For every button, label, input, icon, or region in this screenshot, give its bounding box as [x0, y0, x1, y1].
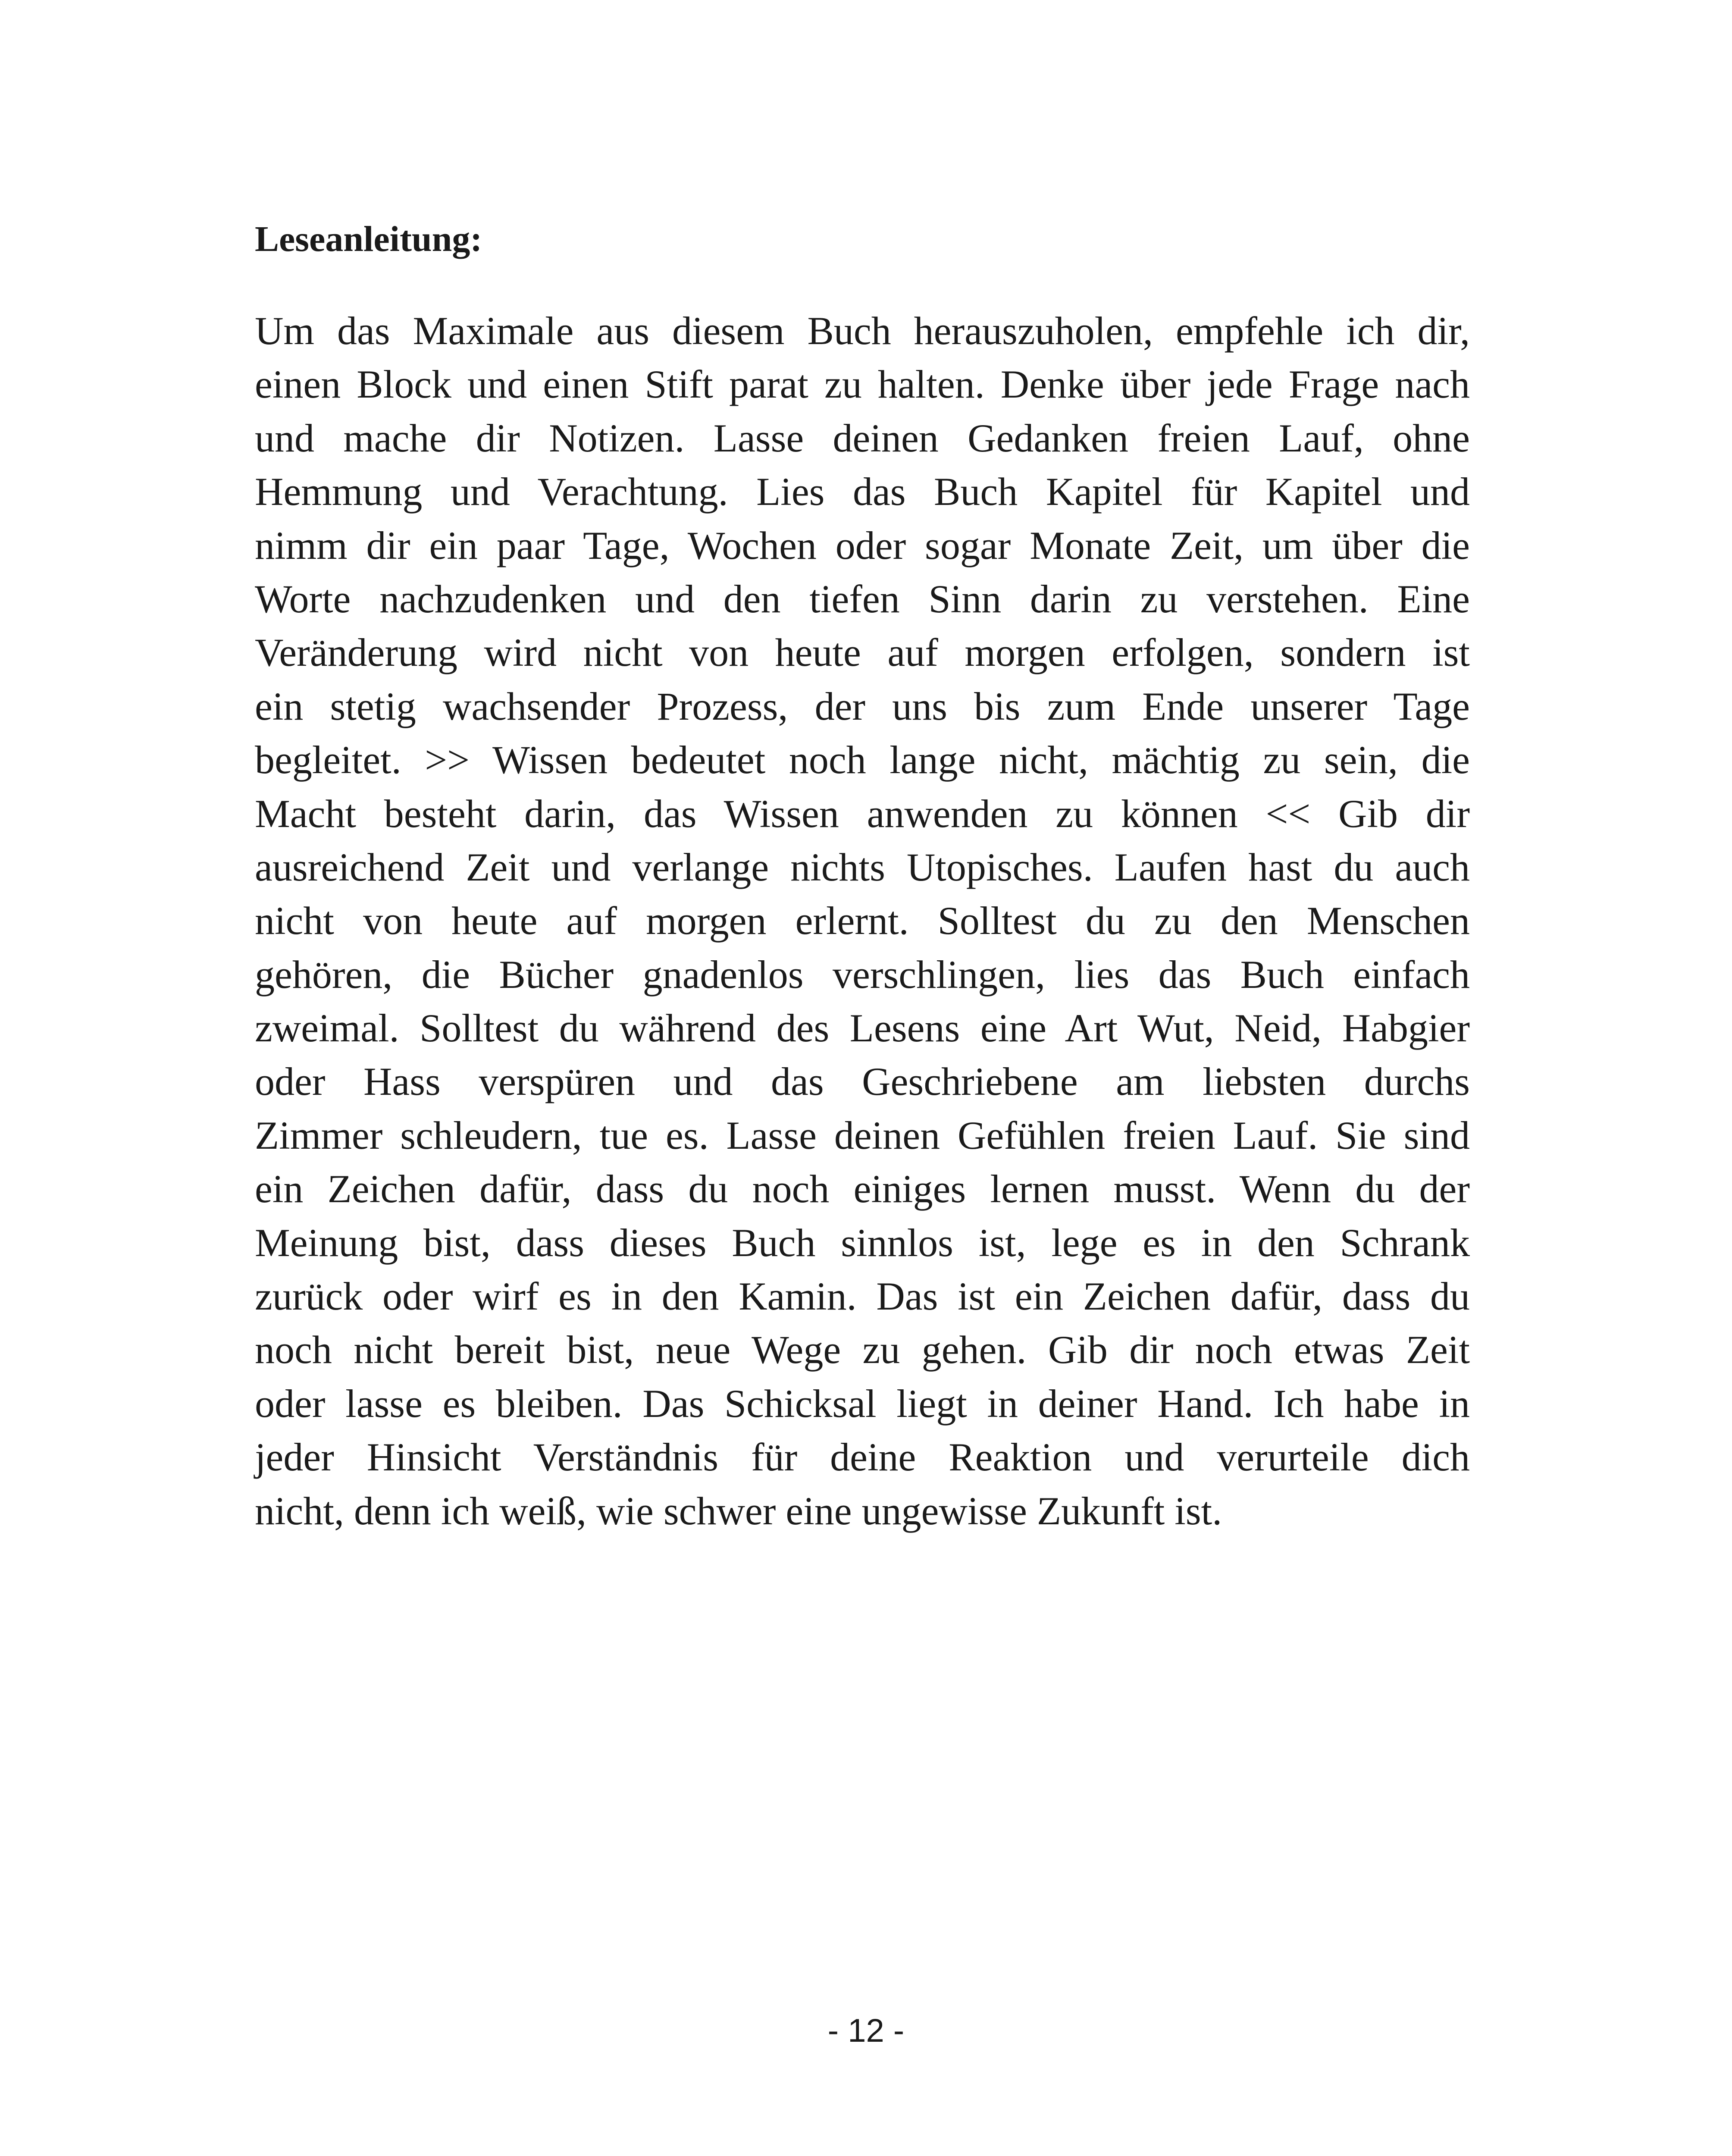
body-paragraph — [255, 304, 1470, 1538]
paragraph-line: Um das Maximale aus diesem Buch herauszuholen, empfehle ich dir, — [255, 309, 1470, 353]
paragraph-line: nicht, denn ich weiß, wie schwer eine ungewisse Zukunft ist. — [255, 1489, 1222, 1533]
paragraph-line: jeder Hinsicht Verständnis für deine Reaktion und verurteile dich — [255, 1435, 1470, 1479]
paragraph-line: noch nicht bereit bist, neue Wege zu gehen. Gib dir noch etwas Zeit — [255, 1328, 1470, 1372]
paragraph-line: und mache dir Notizen. Lasse deinen Gedanken freien Lauf, ohne — [255, 416, 1470, 460]
paragraph-line: zurück oder wirf es in den Kamin. Das ist ein Zeichen dafür, dass du — [255, 1274, 1470, 1319]
page-number: - 12 - — [827, 2012, 905, 2049]
paragraph-line: gehören, die Bücher gnadenlos verschlingen, lies das Buch einfach — [255, 952, 1470, 997]
paragraph-line: nicht von heute auf morgen erlernt. Solltest du zu den Menschen — [255, 899, 1470, 943]
paragraph-line: zweimal. Solltest du während des Lesens eine Art Wut, Neid, Habgier — [255, 1006, 1470, 1050]
paragraph-line: einen Block und einen Stift parat zu halten. Denke über jede Frage nach — [255, 362, 1470, 407]
paragraph-line: Zimmer schleudern, tue es. Lasse deinen Gefühlen freien Lauf. Sie sind — [255, 1113, 1470, 1157]
paragraph-line: Hemmung und Verachtung. Lies das Buch Kapitel für Kapitel und — [255, 470, 1470, 514]
paragraph-line: oder Hass verspüren und das Geschriebene am liebsten durchs — [255, 1059, 1470, 1104]
paragraph-line: nimm dir ein paar Tage, Wochen oder sogar Monate Zeit, um über die — [255, 523, 1470, 567]
paragraph-line: Worte nachzudenken und den tiefen Sinn darin zu verstehen. Eine — [255, 577, 1470, 621]
paragraph-line: ein stetig wachsender Prozess, der uns bis zum Ende unserer Tage — [255, 684, 1470, 728]
paragraph-line: ausreichend Zeit und verlange nichts Utopisches. Laufen hast du auch — [255, 845, 1470, 889]
paragraph-line: Macht besteht darin, das Wissen anwenden zu können << Gib dir — [255, 791, 1470, 836]
paragraph-line: begleitet. >> Wissen bedeutet noch lange nicht, mächtig zu sein, die — [255, 738, 1470, 782]
paragraph-line: Veränderung wird nicht von heute auf morgen erfolgen, sondern ist — [255, 630, 1470, 675]
section-heading: Leseanleitung: — [255, 219, 482, 259]
paragraph-line: oder lasse es bleiben. Das Schicksal liegt in deiner Hand. Ich habe in — [255, 1381, 1470, 1426]
paragraph-line: Meinung bist, dass dieses Buch sinnlos ist, lege es in den Schrank — [255, 1220, 1470, 1265]
paragraph-line: ein Zeichen dafür, dass du noch einiges lernen musst. Wenn du der — [255, 1167, 1470, 1211]
